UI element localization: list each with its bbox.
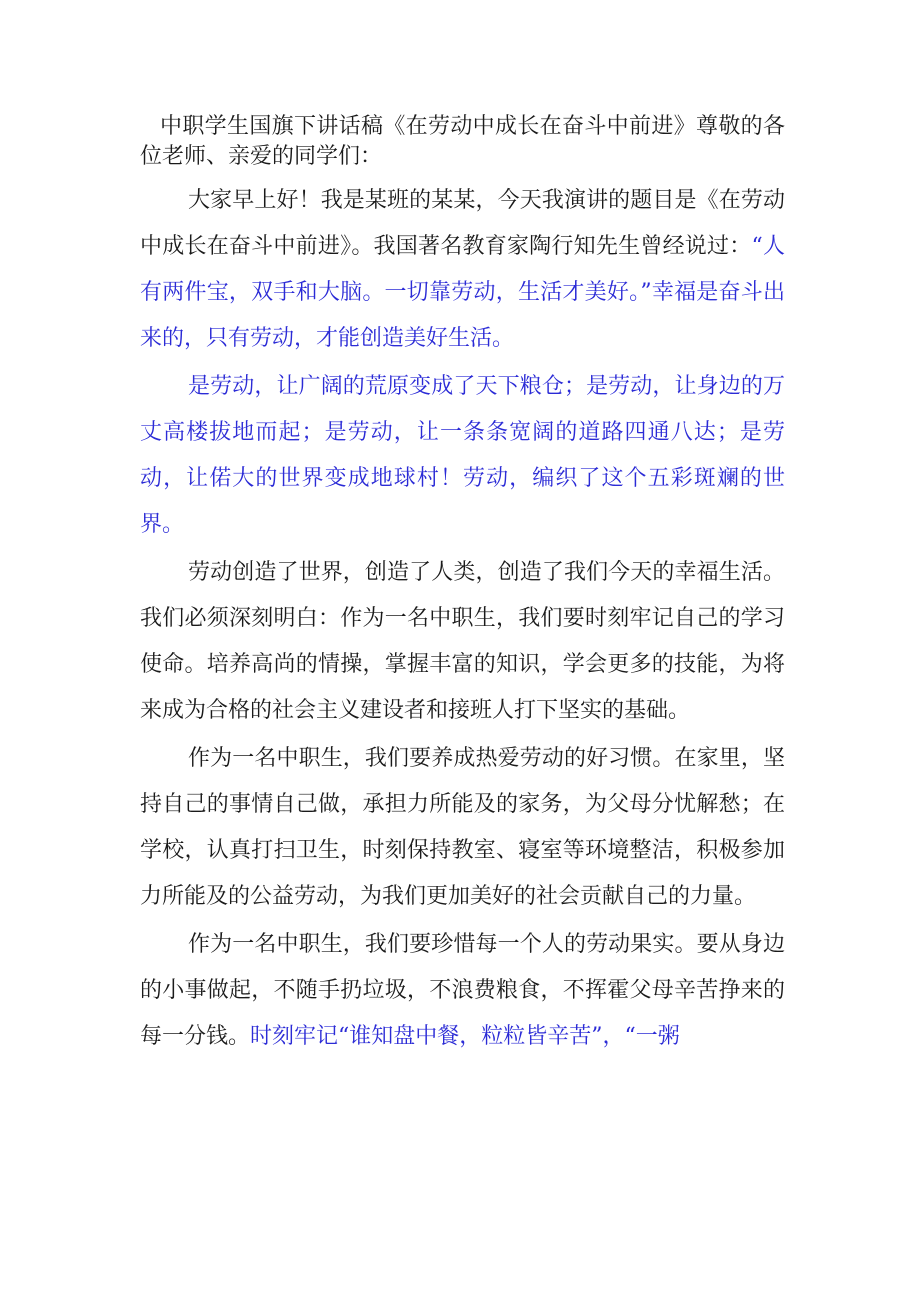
speech-title: 中职学生国旗下讲话稿《在劳动中成长在奋斗中前进》尊敬的各位老师、亲爱的同学们：: [140, 114, 785, 169]
highlighted-quote: “人有两件宝，双手和大脑。一切靠劳动，生活才美好。”幸福是奋斗出来的，只有劳动，才能创造美好生活。: [140, 234, 785, 351]
document-page: [140, 112, 785, 1062]
paragraph-habits: [140, 736, 785, 920]
highlighted-text: 是劳动，让广阔的荒原变成了天下粮仓；是劳动，让身边的万丈高楼拔地而起；是劳动，让一条条宽阔的道路四通八达；是劳动，让偌大的世界变成地球村！劳动，编织了这个五彩斑斓的世界。: [140, 374, 785, 537]
paragraph-text: 大家早上好！我是某班的某某，今天我演讲的题目是《在劳动中成长在奋斗中前进》。我国著名教育家陶行知先生曾经说过：: [140, 188, 785, 259]
paragraph-labor-achievements: [140, 364, 785, 548]
paragraph-text: 作为一名中职生，我们要养成热爱劳动的好习惯。在家里，坚持自己的事情自己做，承担力所能及的家务，为父母分忧解愁；在学校，认真打扫卫生，时刻保持教室、寝室等环境整洁，积极参加力所能及的公益劳动，为我们更加美好的社会贡献自己的力量。: [140, 746, 785, 909]
paragraph-greeting: [140, 178, 785, 362]
paragraph-cherish: [140, 922, 785, 1060]
paragraph-text: 作为一名中职生，我们要珍惜每一个人的劳动果实。要从身边的小事做起，不随手扔垃圾，不浪费粮食，不挥霍父母辛苦挣来的每一分钱。: [140, 932, 785, 1049]
paragraph-mission: [140, 550, 785, 734]
highlighted-quote: 时刻牢记“谁知盘中餐，粒粒皆辛苦”，“一粥: [250, 1024, 680, 1049]
paragraph-text: 劳动创造了世界，创造了人类，创造了我们今天的幸福生活。我们必须深刻明白：作为一名中职生，我们要时刻牢记自己的学习使命。培养高尚的情操，掌握丰富的知识，学会更多的技能，为将来成为合格的社会主义建设者和接班人打下坚实的基础。: [140, 560, 785, 723]
